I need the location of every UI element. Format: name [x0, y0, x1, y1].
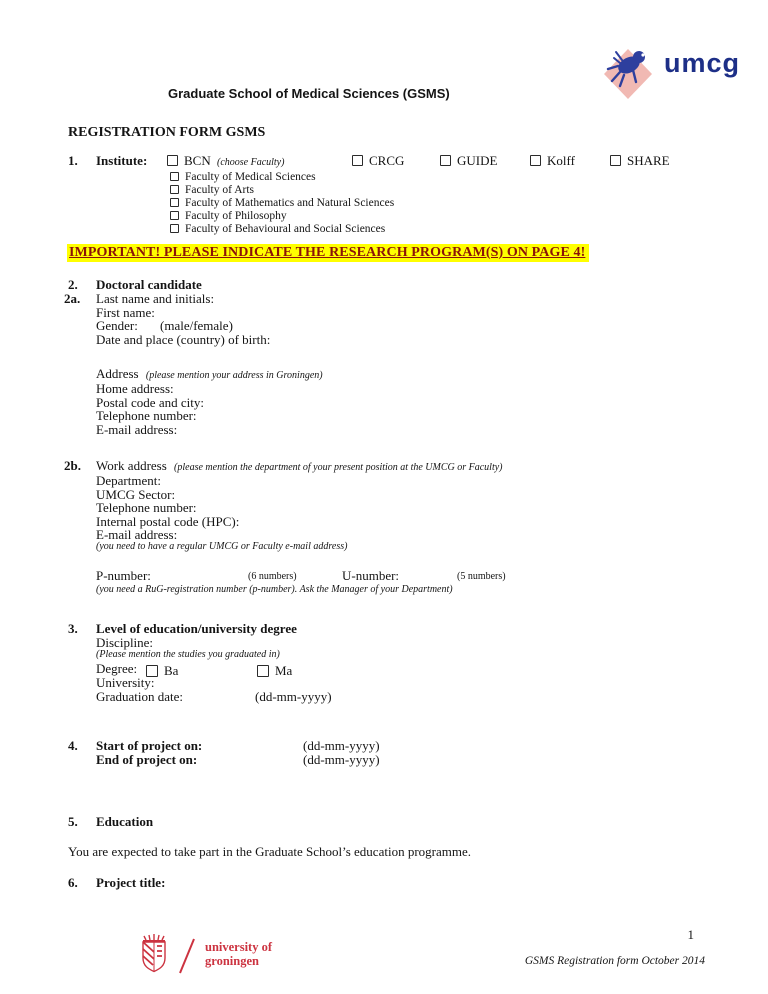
- option-faculty-arts: [170, 185, 254, 197]
- checkbox-faculty-philosophy[interactable]: [170, 211, 179, 220]
- section1-heading: [68, 154, 147, 167]
- checkbox-faculty-arts[interactable]: [170, 185, 179, 194]
- ba-label: Ba: [164, 663, 179, 678]
- telephone-label: Telephone number:: [96, 408, 197, 423]
- important-notice: IMPORTANT! PLEASE INDICATE THE RESEARCH PROGRAM(S) ON PAGE 4!: [67, 244, 589, 262]
- share-label: SHARE: [627, 153, 670, 168]
- rug-wordmark-line2: groningen: [205, 953, 259, 968]
- section6-number: 6.: [68, 875, 78, 890]
- section2a-number: 2a.: [64, 291, 81, 306]
- start-date-format: (dd-mm-yyyy): [303, 738, 380, 753]
- section2-title: Doctoral candidate: [96, 277, 202, 292]
- option-ma: [257, 662, 292, 680]
- option-bcn: [167, 154, 284, 168]
- option-faculty-philosophy: [170, 211, 287, 223]
- email-label: E-mail address:: [96, 422, 178, 437]
- option-faculty-behavioural: [170, 224, 385, 236]
- unumber-note: (5 numbers): [457, 571, 506, 582]
- section1-number: 1.: [68, 153, 78, 168]
- bcn-note: (choose Faculty): [216, 157, 285, 168]
- row-project-start: [68, 739, 202, 752]
- section4-number: 4.: [68, 738, 78, 753]
- address-note: (please mention your address in Groningen): [145, 370, 323, 381]
- end-date-format: (dd-mm-yyyy): [303, 752, 380, 767]
- section3-heading: [68, 622, 297, 635]
- checkbox-crcg[interactable]: [352, 155, 363, 166]
- checkbox-ma[interactable]: [257, 665, 269, 677]
- section5-number: 5.: [68, 814, 78, 829]
- bcn-label: BCN: [184, 153, 211, 168]
- ma-label: Ma: [275, 663, 293, 678]
- rug-wordmark: [205, 941, 272, 968]
- option-faculty-math: [170, 198, 394, 210]
- checkbox-share[interactable]: [610, 155, 621, 166]
- rug-shield-icon: [138, 933, 208, 977]
- umcg-sector-label: UMCG Sector:: [96, 487, 176, 502]
- faculty-label: Faculty of Philosophy: [185, 210, 287, 222]
- section5-title: Education: [96, 814, 154, 829]
- rug-logo: [138, 933, 208, 982]
- section5-heading: [68, 815, 153, 828]
- unumber-label: U-number:: [342, 568, 400, 583]
- discipline-label: Discipline:: [96, 635, 154, 650]
- department-label: Department:: [96, 473, 161, 488]
- section3-number: 3.: [68, 621, 78, 636]
- faculty-label: Faculty of Behavioural and Social Sciences: [185, 223, 386, 235]
- hpc-label: Internal postal code (HPC):: [96, 514, 240, 529]
- row-last-name: [64, 292, 214, 305]
- home-address-label: Home address:: [96, 381, 174, 396]
- faculty-label: Faculty of Medical Sciences: [185, 171, 316, 183]
- checkbox-faculty-medical-sciences[interactable]: [170, 172, 179, 181]
- kolff-label: Kolff: [547, 153, 575, 168]
- birth-label: Date and place (country) of birth:: [96, 332, 271, 347]
- option-share: [610, 154, 670, 167]
- project-title-label: Project title:: [96, 875, 166, 890]
- first-name-label: First name:: [96, 305, 155, 320]
- crcg-label: CRCG: [369, 153, 405, 168]
- option-guide: [440, 154, 497, 167]
- pnumber-note: (6 numbers): [248, 571, 297, 582]
- gender-note: (male/female): [160, 318, 233, 333]
- institute-label: Institute:: [96, 153, 148, 168]
- checkbox-faculty-mathematics[interactable]: [170, 198, 179, 207]
- faculty-label: Faculty of Arts: [185, 184, 254, 196]
- work-email-label: E-mail address:: [96, 527, 178, 542]
- gender-label: Gender:: [96, 318, 138, 333]
- section2-heading: [68, 278, 202, 291]
- umcg-frog-icon: [600, 36, 656, 100]
- checkbox-kolff[interactable]: [530, 155, 541, 166]
- address-label: Address: [96, 366, 139, 381]
- checkbox-bcn[interactable]: [167, 155, 178, 166]
- section6-heading: [68, 876, 165, 889]
- row-work-address: [64, 459, 503, 473]
- checkbox-guide[interactable]: [440, 155, 451, 166]
- faculty-label: Faculty of Mathematics and Natural Sciences: [185, 197, 395, 209]
- project-end-label: End of project on:: [96, 752, 198, 767]
- postal-code-label: Postal code and city:: [96, 395, 204, 410]
- last-name-label: Last name and initials:: [96, 291, 215, 306]
- row-address: [96, 367, 323, 381]
- pnumber-label: P-number:: [96, 568, 151, 583]
- work-address-note: (please mention the department of your present position at the UMCG or Faculty): [174, 462, 503, 473]
- umcg-wordmark: umcg: [664, 48, 741, 78]
- rug-wordmark-line1: university of: [205, 940, 273, 954]
- option-faculty-medical: [170, 172, 316, 184]
- option-kolff: [530, 154, 575, 167]
- section2b-number: 2b.: [64, 458, 81, 473]
- checkbox-faculty-behavioural[interactable]: [170, 224, 179, 233]
- degree-label: Degree:: [96, 661, 138, 676]
- work-email-note: (you need to have a regular UMCG or Faculty e-mail address): [96, 541, 348, 552]
- section3-title: Level of education/university degree: [96, 621, 297, 636]
- umcg-logo: [600, 36, 656, 105]
- discipline-note: (Please mention the studies you graduated in): [96, 649, 280, 660]
- rug-registration-note: (you need a RuG-registration number (p-number). Ask the Manager of your Department): [96, 584, 453, 595]
- education-text: You are expected to take part in the Graduate School’s education programme.: [68, 844, 471, 859]
- university-label: University:: [96, 675, 155, 690]
- footer-note: GSMS Registration form October 2014: [524, 955, 705, 967]
- page-number: 1: [687, 927, 694, 942]
- section2-number: 2.: [68, 277, 78, 292]
- guide-label: GUIDE: [457, 153, 498, 168]
- work-telephone-label: Telephone number:: [96, 500, 197, 515]
- school-title: Graduate School of Medical Sciences (GSMS): [168, 86, 450, 101]
- option-crcg: [352, 154, 404, 167]
- graduation-date-label: Graduation date:: [96, 689, 183, 704]
- form-title: REGISTRATION FORM GSMS: [68, 125, 266, 140]
- graduation-date-format: (dd-mm-yyyy): [255, 689, 332, 704]
- work-address-label: Work address: [96, 458, 167, 473]
- project-start-label: Start of project on:: [96, 738, 203, 753]
